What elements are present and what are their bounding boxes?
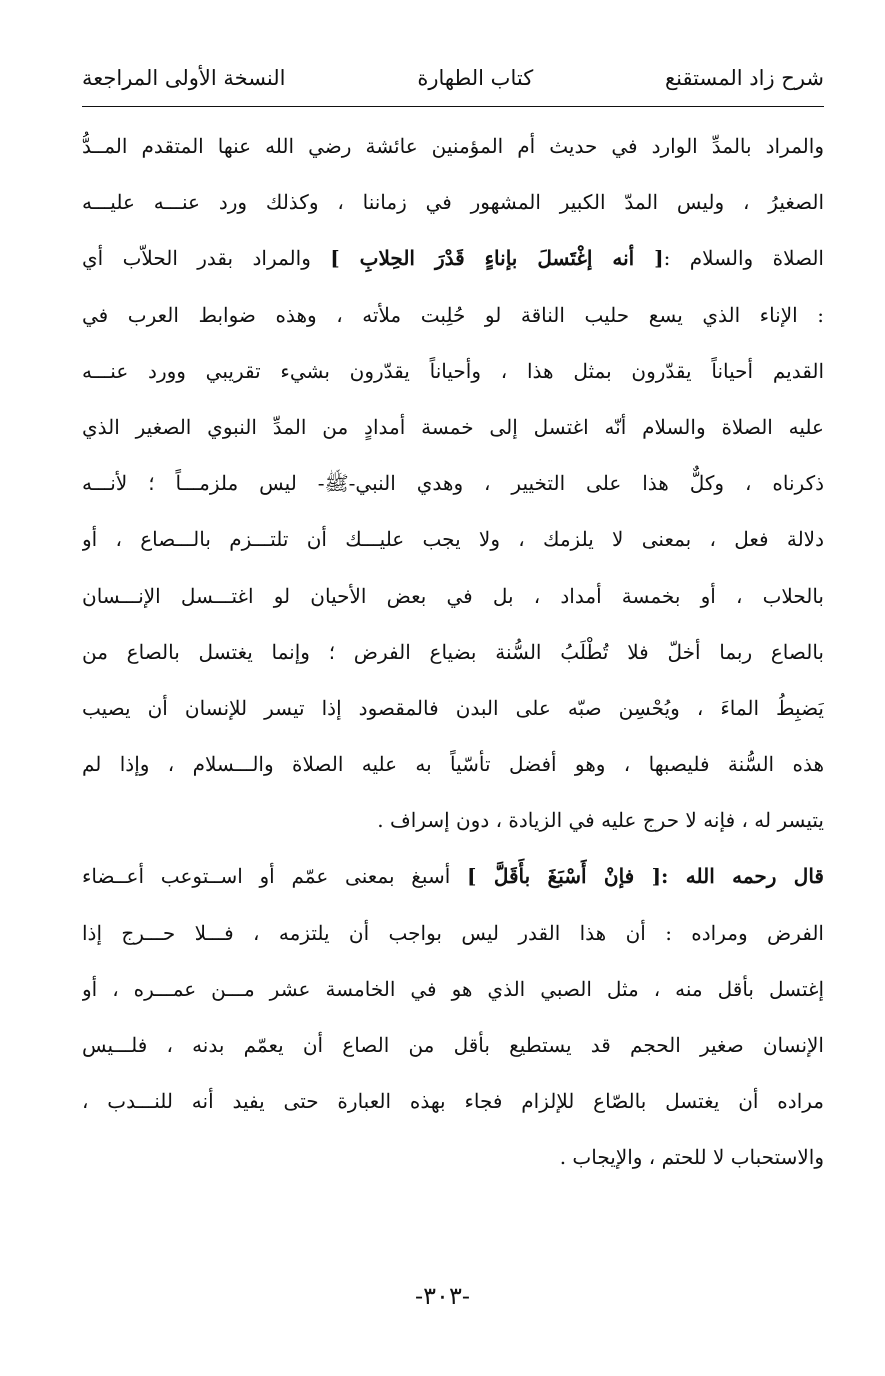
text-line xyxy=(82,680,824,736)
text-line xyxy=(82,1017,824,1073)
text-line xyxy=(82,624,824,680)
header-rule xyxy=(82,106,824,107)
text-line xyxy=(82,343,824,399)
text-line xyxy=(82,455,824,511)
text-line xyxy=(82,848,824,904)
text-line xyxy=(82,399,824,455)
header-book-title: شرح زاد المستقنع xyxy=(665,66,824,90)
text-run: مراده أن يغتسل بالصّاع للإلزام فجاء بهذه العبارة حتى يفيد أنه للنـــدب ، xyxy=(82,1089,824,1114)
text-run: الإنسان صغير الحجم قد يستطيع بأقل من الصاع أن يعمّم بدنه ، فلـــيس xyxy=(82,1033,824,1057)
bold-quote: قال رحمه الله :[ فإنْ أَسْبَغَ بأَقَلَّ ] xyxy=(467,864,824,889)
text-line xyxy=(82,174,824,230)
text-run: الصلاة والسلام : xyxy=(663,246,824,271)
text-run: عليه الصلاة والسلام أنّه اغتسل إلى خمسة أمدادٍ من المدِّ النبوي الصغير الذي xyxy=(82,414,824,439)
text-line xyxy=(82,792,824,848)
running-header xyxy=(82,58,824,98)
page-number: -٣٠٣- xyxy=(415,1282,470,1310)
bold-quote: [ أنه إغْتَسلَ بإناءٍ قَدْرَ الحِلابِ ] xyxy=(330,246,664,271)
text-run: بالحلاب ، أو بخمسة أمداد ، بل في بعض الأحيان لو اغتـــسل الإنـــسان xyxy=(82,583,824,608)
header-chapter-title: كتاب الطهارة xyxy=(417,66,534,90)
text-run: يَضبِطُ الماءَ ، ويُحْسِن صبّه على البدن فالمقصود إذا تيسر للإنسان أن يصيب xyxy=(82,695,824,720)
body-text xyxy=(82,118,824,1186)
text-line xyxy=(82,118,824,174)
text-run: إغتسل بأقل منه ، مثل الصبي الذي هو في الخامسة عشر مـــن عمـــره ، أو xyxy=(82,976,824,1001)
text-run: والاستحباب لا للحتم ، والإيجاب . xyxy=(559,1145,824,1170)
text-run: الفرض ومراده : أن هذا القدر ليس بواجب أن يلتزمه ، فـــلا حـــرج إذا xyxy=(82,920,824,945)
text-run: بالصاع ربما أخلّ فلا تُطْلَبُ السُّنة بضياع الفرض ؛ وإنما يغتسل بالصاع من xyxy=(82,639,824,664)
text-line xyxy=(82,568,824,624)
text-run: القديم أحياناً يقدّرون بمثل هذا ، وأحياناً يقدّرون بشيء تقريبي وورد عنـــه xyxy=(82,358,824,383)
header-edition-note: النسخة الأولى المراجعة xyxy=(82,66,286,90)
text-run: هذه السُّنة فليصبها ، وهو أفضل تأسّياً به عليه الصلاة والـــسلام ، وإذا لم xyxy=(82,752,824,777)
text-run: أسبغ بمعنى عمّم أو اســتوعب أعــضاء xyxy=(82,864,468,889)
text-run: ذكرناه ، وكلٌّ هذا على التخيير ، وهدي النبي-ﷺ- ليس ملزمـــاً ؛ لأنـــه xyxy=(82,471,824,496)
text-line xyxy=(82,1129,824,1185)
text-run: والمراد بالمدِّ الوارد في حديث أم المؤمنين عائشة رضي الله عنها المتقدم المــدُّ xyxy=(82,134,824,158)
text-line xyxy=(82,230,824,286)
text-line xyxy=(82,287,824,343)
text-run: دلالة فعل ، بمعنى لا يلزمك ، ولا يجب عليـــك أن تلتـــزم بالـــصاع ، أو xyxy=(82,527,824,552)
text-line xyxy=(82,905,824,961)
text-line xyxy=(82,736,824,792)
text-line xyxy=(82,511,824,567)
text-run: والمراد بقدر الحلاّب أي xyxy=(82,246,331,271)
text-run: الصغيرُ ، وليس المدّ الكبير المشهور في زماننا ، وكذلك ورد عنـــه عليـــه xyxy=(82,190,824,215)
text-line xyxy=(82,1073,824,1129)
text-run: يتيسر له ، فإنه لا حرج عليه في الزيادة ، دون إسراف . xyxy=(377,808,824,833)
text-run: : الإناء الذي يسع حليب الناقة لو حُلِبت ملأته ، وهذه ضوابط العرب في xyxy=(82,302,824,327)
text-line xyxy=(82,961,824,1017)
